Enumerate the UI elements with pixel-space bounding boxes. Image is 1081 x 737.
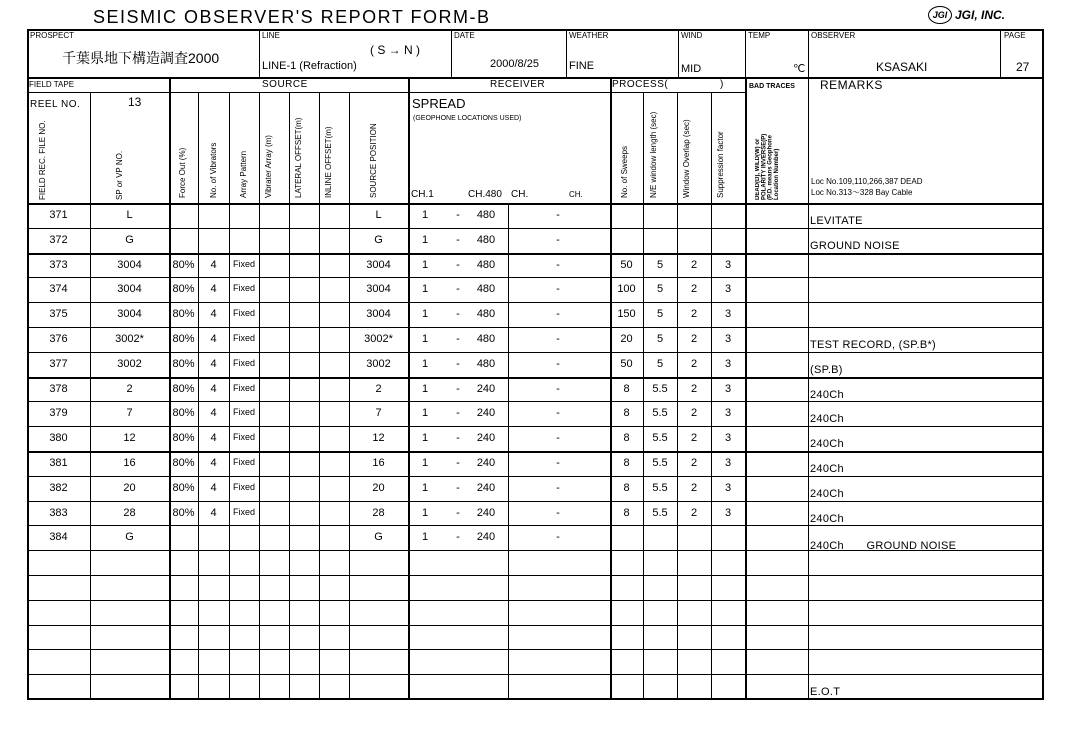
row-remark: 240Ch [810,413,844,425]
row-force-cell: 80% [172,407,195,419]
row-ch-from-cell: 1 [421,482,429,494]
row-supp-cell: 3 [724,283,732,295]
row-nwin-cell: 5 [656,308,664,320]
row-ch-from-cell: 1 [421,457,429,469]
grid-hline [27,501,1044,502]
row-dash-cell: - [456,308,460,320]
row-file-cell: 384 [49,531,68,543]
sp-header: SP or VP NO. [115,150,124,200]
row-ch-from-cell: 1 [421,507,429,519]
row-nwin-cell: 5.5 [652,507,668,519]
row-pos-cell: 7 [375,407,382,419]
process-group-header: PROCESS( [612,79,669,90]
grid-hline [27,426,1044,427]
row-pos-cell: G [374,234,383,246]
row-dash-cell: - [456,407,460,419]
suppression-header: Suppression factor [716,131,725,198]
row-nwin-cell: 5 [656,358,664,370]
line-value: LINE-1 (Refraction) [262,60,357,72]
row-dash-cell: - [456,482,460,494]
observer-label: OBSERVER [811,31,856,40]
row-sweeps-cell: 8 [623,432,630,444]
row-pos-cell: 20 [372,482,385,494]
row-vibs-cell: 4 [210,259,217,271]
row-ch-dash-cell: - [556,482,560,494]
reel-no-value: 13 [128,95,142,109]
grid-hline [27,600,1044,601]
row-vibs-cell: 4 [210,383,217,395]
row-supp-cell: 3 [724,358,732,370]
row-ch-to-cell: 480 [476,308,496,320]
row-overlap-cell: 2 [690,283,698,295]
row-file-cell: 378 [49,383,68,395]
row-ch-to-cell: 240 [476,531,496,543]
grid-hline [27,253,1044,255]
row-vibs-cell: 4 [210,308,217,320]
row-sp-cell: 3004 [117,283,142,295]
vib-array-header: Vibrater Array (m) [264,135,273,198]
row-sweeps-cell: 8 [623,457,630,469]
row-dash-cell: - [456,457,460,469]
row-pos-cell: 16 [372,457,385,469]
row-dash-cell: - [456,283,460,295]
date-label: DATE [454,31,475,40]
row-sweeps-cell: 150 [617,308,636,320]
row-overlap-cell: 2 [690,407,698,419]
row-file-cell: 375 [49,308,68,320]
row-sp-cell: 3004 [117,308,142,320]
row-force-cell: 80% [172,383,195,395]
grid-vline [808,29,809,78]
lateral-header: LATERAL OFFSET(m) [294,117,303,198]
grid-hline [27,476,1044,477]
row-pattern-cell: Fixed [232,383,255,393]
grid-vline [451,29,452,78]
page-label: PAGE [1004,31,1026,40]
inline-header: INLINE OFFSET(m) [324,126,333,198]
row-ch-dash-cell: - [556,531,560,543]
pattern-header: Array Pattern [239,150,248,198]
row-vibs-cell: 4 [210,358,217,370]
receiver-group-header: RECEIVER [490,79,546,90]
row-force-cell: 80% [172,283,195,295]
spread-subheader: (GEOPHONE LOCATIONS USED) [413,115,522,122]
row-pos-cell: L [375,209,382,221]
source-group-header: SOURCE [262,79,308,90]
row-remark: TEST RECORD, (SP.B*) [810,339,937,351]
jgi-logo-icon: JGI [928,6,952,24]
row-sp-cell: 3002* [115,333,144,345]
row-ch-dash-cell: - [556,308,560,320]
row-ch-from-cell: 1 [421,333,429,345]
row-pattern-cell: Fixed [232,482,255,492]
row-dash-cell: - [456,333,460,345]
field-rec-header: FIELD REC. FILE NO. [38,120,47,200]
prospect-value: 千葉県地下構造調査2000 [62,50,220,66]
row-ch-dash-cell: - [556,358,560,370]
grid-vline [643,92,644,699]
row-overlap-cell: 2 [690,482,698,494]
row-overlap-cell: 2 [690,308,698,320]
row-dash-cell: - [456,259,460,271]
row-nwin-cell: 5 [656,259,664,271]
row-nwin-cell: 5 [656,283,664,295]
row-ch-to-cell: 240 [476,407,496,419]
row-file-cell: 372 [49,234,68,246]
row-dash-cell: - [456,358,460,370]
spread-header: SPREAD [412,96,466,111]
row-sweeps-cell: 20 [620,333,633,345]
row-file-cell: 382 [49,482,68,494]
source-position-header: SOURCE POSITION [369,123,378,198]
row-ch-from-cell: 1 [421,209,429,221]
row-supp-cell: 3 [724,457,732,469]
row-supp-cell: 3 [724,308,732,320]
row-sp-cell: 7 [126,407,133,419]
company-logo [928,6,1005,24]
row-sweeps-cell: 8 [623,383,630,395]
row-pos-cell: 3004 [366,308,391,320]
row-ch-dash-cell: - [556,333,560,345]
row-ch-dash-cell: - [556,407,560,419]
grid-vline [289,92,290,699]
row-pos-cell: 3004 [366,259,391,271]
grid-hline [27,377,1044,379]
row-sp-cell: L [126,209,133,221]
row-file-cell: 377 [49,358,68,370]
row-sp-cell: 28 [123,507,136,519]
overlap-header: Window Overlap (sec) [682,119,691,198]
grid-hline [27,327,1044,328]
row-force-cell: 80% [172,259,195,271]
grid-vline [90,92,91,699]
row-nwin-cell: 5.5 [652,482,668,494]
reel-no-label: REEL NO. [30,99,81,110]
row-supp-cell: 3 [724,407,732,419]
row-ch-from-cell: 1 [421,283,429,295]
row-ch-from-cell: 1 [421,234,429,246]
row-ch-dash-cell: - [556,432,560,444]
line-label: LINE [262,31,280,40]
row-pattern-cell: Fixed [232,283,255,293]
wind-value: MID [681,63,702,75]
grid-hline [27,649,1044,650]
row-overlap-cell: 2 [690,383,698,395]
ch480-header: CH.480 [468,189,502,200]
row-sweeps-cell: 50 [620,259,633,271]
row-pos-cell: G [374,531,383,543]
date-value: 2000/8/25 [490,58,539,70]
row-ch-to-cell: 240 [476,432,496,444]
row-remark: E.O.T [810,686,841,698]
row-nwin-cell: 5.5 [652,457,668,469]
row-ch-dash-cell: - [556,457,560,469]
grid-hline [27,302,1044,303]
row-sweeps-cell: 50 [620,358,633,370]
row-ch-to-cell: 480 [476,209,496,221]
grid-vline [711,92,712,699]
row-vibs-cell: 4 [210,432,217,444]
row-sp-cell: 16 [123,457,136,469]
temp-unit: ℃ [793,63,806,75]
row-ch-to-cell: 240 [476,457,496,469]
row-ch-from-cell: 1 [421,259,429,271]
remarks-note-1: Loc No.109,110,266,387 DEAD [811,177,923,186]
row-overlap-cell: 2 [690,358,698,370]
grid-vline [349,92,350,699]
grid-hline [27,451,1044,453]
row-sp-cell: 2 [126,383,133,395]
sweeps-header: No. of Sweeps [620,145,629,198]
row-dash-cell: - [456,234,460,246]
row-remark: 240Ch [810,488,844,500]
grid-hline [27,401,1044,402]
row-pattern-cell: Fixed [232,308,255,318]
row-sp-cell: 20 [123,482,136,494]
row-file-cell: 371 [49,209,68,221]
row-pattern-cell: Fixed [232,407,255,417]
row-pos-cell: 3004 [366,283,391,295]
bad-traces-subheader: DEAD(D), WILD(W) or POLARITY INVERSE(P) (P.D. means Geophone Location Number) [755,133,780,200]
grid-vline [566,29,567,78]
row-nwin-cell: 5.5 [652,407,668,419]
observer-value: KSASAKI [876,60,928,74]
row-overlap-cell: 2 [690,432,698,444]
row-overlap-cell: 2 [690,457,698,469]
row-pattern-cell: Fixed [232,259,255,269]
grid-hline [27,92,169,93]
row-nwin-cell: 5 [656,333,664,345]
row-pattern-cell: Fixed [232,333,255,343]
row-file-cell: 379 [49,407,68,419]
weather-label: WEATHER [569,31,609,40]
row-supp-cell: 3 [724,383,732,395]
grid-vline [408,77,410,699]
row-file-cell: 373 [49,259,68,271]
row-ch-from-cell: 1 [421,531,429,543]
row-remark: 240Ch [810,513,844,525]
row-file-cell: 376 [49,333,68,345]
row-sweeps-cell: 8 [623,407,630,419]
field-tape-label: FIELD TAPE [29,80,75,89]
row-ch-from-cell: 1 [421,358,429,370]
row-sweeps-cell: 100 [617,283,636,295]
row-file-cell: 381 [49,457,68,469]
row-overlap-cell: 2 [690,333,698,345]
row-sp-cell: G [125,531,134,543]
grid-hline [27,277,1044,278]
grid-hline [27,525,1044,526]
line-direction: ( S → N ) [370,43,420,57]
row-dash-cell: - [456,432,460,444]
row-file-cell: 383 [49,507,68,519]
row-ch-dash-cell: - [556,283,560,295]
row-pos-cell: 28 [372,507,385,519]
grid-vline [678,29,679,78]
row-ch-to-cell: 480 [476,259,496,271]
row-ch-dash-cell: - [556,507,560,519]
row-pattern-cell: Fixed [232,507,255,517]
row-ch-to-cell: 240 [476,507,496,519]
row-vibs-cell: 4 [210,482,217,494]
row-pos-cell: 3002* [364,333,393,345]
row-overlap-cell: 2 [690,259,698,271]
row-ch-from-cell: 1 [421,432,429,444]
row-pos-cell: 2 [375,383,382,395]
row-file-cell: 374 [49,283,68,295]
row-supp-cell: 3 [724,507,732,519]
row-sp-cell: G [125,234,134,246]
grid-hline [27,203,1044,205]
grid-vline [745,29,746,78]
row-vibs-cell: 4 [210,407,217,419]
grid-vline [198,92,199,699]
row-dash-cell: - [456,209,460,221]
row-vibs-cell: 4 [210,507,217,519]
bad-traces-header: BAD TRACES [749,83,795,90]
grid-vline [259,92,260,699]
vibrators-header: No. of Vibrators [209,142,218,198]
grid-vline [1000,29,1001,78]
grid-vline [677,92,678,699]
prospect-label: PROSPECT [30,31,75,40]
wind-label: WIND [681,31,703,40]
form-title: SEISMIC OBSERVER'S REPORT FORM-B [93,7,491,27]
row-ch-dash-cell: - [556,234,560,246]
grid-hline [27,352,1044,353]
row-supp-cell: 3 [724,333,732,345]
row-supp-cell: 3 [724,482,732,494]
page-value: 27 [1016,60,1030,74]
row-nwin-cell: 5.5 [652,432,668,444]
row-ch-to-cell: 240 [476,482,496,494]
row-remark: LEVITATE [810,215,863,227]
row-force-cell: 80% [172,482,195,494]
row-remark: 240Ch GROUND NOISE [810,540,957,552]
row-ch-to-cell: 480 [476,234,496,246]
row-pattern-cell: Fixed [232,457,255,467]
row-ch-to-cell: 480 [476,333,496,345]
grid-vline [229,92,230,699]
process-close: ) [720,79,724,90]
company-name: JGI, INC. [955,8,1006,22]
row-remark: 240Ch [810,389,844,401]
row-pos-cell: 12 [372,432,385,444]
temp-label: TEMP [748,31,771,40]
force-header: Force Out (%) [178,147,187,198]
row-ch-from-cell: 1 [421,383,429,395]
row-overlap-cell: 2 [690,507,698,519]
ch-a-header: CH. [511,189,529,200]
row-ch-from-cell: 1 [421,308,429,320]
row-remark: (SP.B) [810,364,843,376]
row-supp-cell: 3 [724,259,732,271]
row-sp-cell: 3002 [117,358,142,370]
row-pos-cell: 3002 [366,358,391,370]
row-file-cell: 380 [49,432,68,444]
row-remark: 240Ch [810,438,844,450]
grid-hline [27,228,1044,229]
row-dash-cell: - [456,507,460,519]
grid-vline [745,77,747,699]
ch-b-header: CH. [569,190,583,199]
row-ch-dash-cell: - [556,383,560,395]
weather-value: FINE [569,60,595,72]
row-ch-to-cell: 240 [476,383,496,395]
row-pattern-cell: Fixed [232,358,255,368]
row-force-cell: 80% [172,507,195,519]
row-sp-cell: 12 [123,432,136,444]
row-remark: GROUND NOISE [810,240,900,252]
row-ch-to-cell: 480 [476,283,496,295]
row-force-cell: 80% [172,432,195,444]
row-ch-from-cell: 1 [421,407,429,419]
row-ch-to-cell: 480 [476,358,496,370]
row-force-cell: 80% [172,358,195,370]
grid-hline [27,575,1044,576]
grid-hline [27,625,1044,626]
row-force-cell: 80% [172,457,195,469]
row-force-cell: 80% [172,308,195,320]
ch1-header: CH.1 [411,189,434,200]
row-dash-cell: - [456,383,460,395]
row-vibs-cell: 4 [210,283,217,295]
row-dash-cell: - [456,531,460,543]
row-ch-dash-cell: - [556,209,560,221]
grid-hline [169,92,745,93]
row-supp-cell: 3 [724,432,732,444]
grid-vline [508,203,509,699]
nwin-header: N/E window length (sec) [649,111,658,198]
remarks-note-2: Loc No.313～328 Bay Cable [811,188,913,197]
row-remark: 240Ch [810,463,844,475]
row-sp-cell: 3004 [117,259,142,271]
grid-vline [319,92,320,699]
row-ch-dash-cell: - [556,259,560,271]
row-force-cell: 80% [172,333,195,345]
row-nwin-cell: 5.5 [652,383,668,395]
row-sweeps-cell: 8 [623,482,630,494]
row-sweeps-cell: 8 [623,507,630,519]
row-vibs-cell: 4 [210,457,217,469]
row-vibs-cell: 4 [210,333,217,345]
grid-vline [808,77,809,699]
grid-hline [27,674,1044,675]
grid-vline [259,29,260,78]
row-pattern-cell: Fixed [232,432,255,442]
remarks-header: REMARKS [820,78,883,92]
